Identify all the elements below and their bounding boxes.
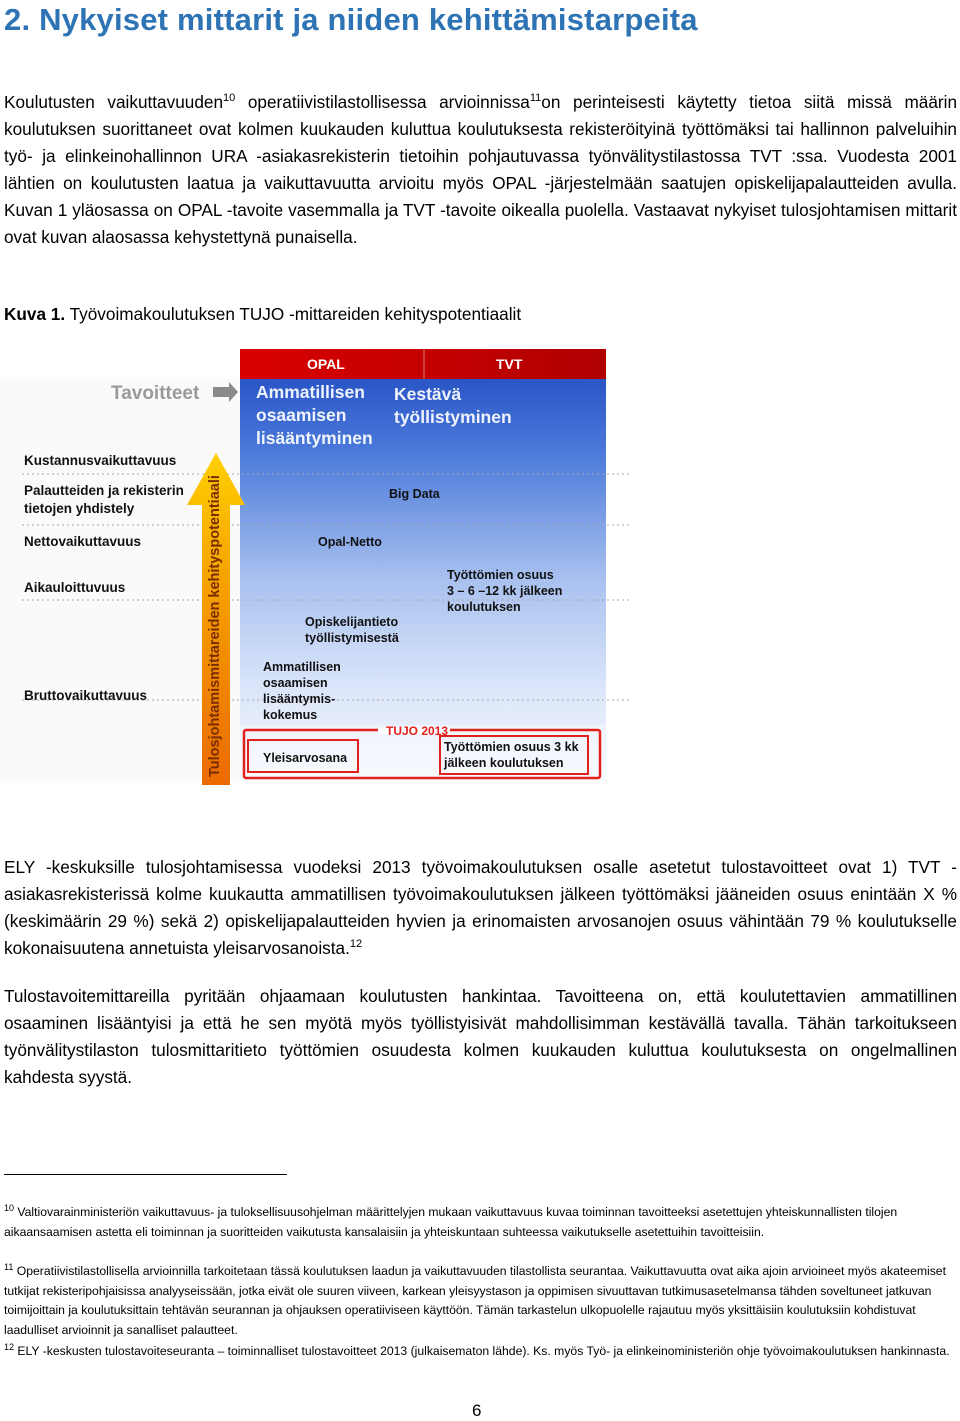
ammatillisen-2: osaamisen: [263, 676, 328, 690]
footnote-ref-11[interactable]: 11: [529, 92, 542, 104]
big-data-label: Big Data: [389, 487, 440, 501]
label-tietojen-yhdistely: tietojen yhdistely: [24, 501, 135, 516]
tyottomien-osuus-1: Työttömien osuus: [447, 568, 554, 582]
ammatillisen-1: Ammatillisen: [263, 660, 341, 674]
tyottomien-3kk-2: jälkeen koulutuksen: [444, 756, 564, 770]
label-nettovaikuttavuus: Nettovaikuttavuus: [24, 534, 142, 549]
opiskelijantieto-1: Opiskelijantieto: [305, 615, 399, 629]
figure-tujo-potential: [0, 345, 960, 795]
label-palautteiden: Palautteiden ja rekisterin: [24, 483, 184, 498]
goal-tvt-1: Kestävä: [394, 384, 462, 404]
opiskelijantieto-2: työllistymisestä: [305, 631, 399, 645]
ammatillisen-4: kokemus: [263, 708, 318, 722]
label-bruttovaikuttavuus: Bruttovaikuttavuus: [24, 688, 148, 703]
goal-opal-3: lisääntyminen: [256, 428, 373, 448]
page-number: 6: [472, 1401, 482, 1420]
aims-paragraph: Tulostavoitemittareilla pyritään ohjaamaan koulutusten hankintaa. Tavoitteena on, että koulutettavien ammatillinen osaaminen lisääntyisi ja että he sen myötä myös työllistyisivät mahdollisimman kestävällä tavalla. Tähän tarkoitukseen työnvälitystilaston tulosmittaritieto työttömien osuudesta kolmen kuukauden kuluttua koulutuksesta on ongelmallinen kahdesta syystä.: [4, 986, 957, 1087]
vertical-potential-label: Tulosjohtamismittareiden kehityspotentiaali: [207, 475, 223, 777]
header-opal: OPAL: [307, 356, 345, 372]
tavoitteet-label: Tavoitteet: [111, 383, 200, 404]
tyottomien-osuus-3: koulutuksen: [447, 600, 521, 614]
header-bar: [240, 349, 606, 379]
intro-paragraph: Koulutusten vaikuttavuuden$^{10}$ operatiivistilastollisessa arvioinnissa$^{11}$on perinteisesti käytetty tietoa siitä missä määrin koulutuksen suorittaneet ovat kolmen kuukauden kuluttua koulutuksesta rekisteröityinä työttömäksi tai hallinnon palveluihin työ- ja elinkeinohallinnon URA -asiakasrekisterin tietoihin pohjautuvassa työnvälitystilastossa TVT :ssa. Vuodesta 2001 lähtien on koulutusten laatua ja vaikuttavuutta arvioitu myös OPAL -järjestelmään saatujen opiskelijapalautteiden avulla. Kuvan 1 yläosassa on OPAL -tavoite vasemmalla ja TVT -tavoite oikealla puolella. Vastaavat nykyiset tulosjohtamisen mittarit ovat kuvan alaosassa kehystettynä punaisella.: [4, 92, 958, 247]
footnote-ref-10[interactable]: 10: [223, 92, 236, 104]
goal-tvt-2: työllistyminen: [394, 407, 512, 427]
goal-opal-2: osaamisen: [256, 405, 347, 425]
section-heading: 2. Nykyiset mittarit ja niiden kehittämistarpeita: [4, 2, 698, 37]
yleisarvosana-label: Yleisarvosana: [263, 751, 348, 765]
footnote-divider: [4, 1174, 287, 1175]
footnote-11: $^{11}$ Operatiivistilastollisella arvioinnilla tarkoitetaan tässä koulutuksen laadun ja vaikuttavuuden tilastollista seurantaa. Vaikuttavuutta ovat aika ajoin arvioineet myös akateemiset tutkijat rekisteripohjaisissa analyyseissään, jotka eivät ole suuren viiveen, karkean yleisyystason ja oppimisen sivuuttavan tutkimusasetelmansa tähden soveltuneet jatkuvan toimijoittain ja koulutuksittain tehtävän seurannan ja ohjauksen operatiiviseen käyttöön. Tämän tarkastelun ulkopuolelle rajautuu myös yksittäisiin koulutuksiin kohdistuvat laadulliset arvioinnit ja sanalliset palautteet.: [4, 1262, 946, 1337]
tyottomien-osuus-2: 3 – 6 –12 kk jälkeen: [447, 584, 563, 598]
tujo-2013-label: TUJO 2013: [386, 724, 449, 738]
targets-paragraph: ELY -keskuksille tulosjohtamisessa vuodeksi 2013 työvoimakoulutuksen osalle asetetut tulostavoitteet ovat 1) TVT -asiakasrekisterissä kolme kuukautta ammatillisen työvoimakoulutuksen jälkeen työttömäksi jääneiden osuus enintään X % (keskimäärin 29 %) sekä 2) opiskelijapalautteiden hyvien ja erinomaisten arvosanojen osuus vähintään 79 % koulutukselle kokonaisuutena annetuista yleisarvosanoista.$^{12}$: [4, 857, 957, 958]
goal-opal-1: Ammatillisen: [256, 382, 365, 402]
tyottomien-3kk-1: Työttömien osuus 3 kk: [444, 740, 579, 754]
ammatillisen-3: lisääntymis-: [263, 692, 336, 706]
footnote-ref-12[interactable]: 12: [349, 938, 363, 950]
label-aikauloittuvuus: Aikauloittuvuus: [24, 580, 126, 595]
opal-netto-label: Opal-Netto: [318, 535, 382, 549]
label-kustannusvaikuttavuus: Kustannusvaikuttavuus: [24, 453, 177, 468]
header-tvt: TVT: [496, 356, 523, 372]
footnote-12: $^{12}$ ELY -keskusten tulostavoiteseuranta – toiminnalliset tulostavoitteet 2013 (julkaisematon lähde). Ks. myös Työ- ja elinkeinoministeriön ohje työvoimakoulutuksen hankinnasta.: [4, 1342, 950, 1358]
footnote-10: $^{10}$ Valtiovarainministeriön vaikuttavuus- ja tuloksellisuusohjelman määrittelyjen mukaan vaikuttavuus kuvaa toiminnan tavoitteeksi asetettujen yhteiskunnallisten tilojen aikaansaamisen astetta eli toiminnan ja suoritteiden vaikutusta kansalaisiin ja yhteiskuntaan suhteessa vaikutukselle asetettuihin tavoitteisiin.: [4, 1203, 898, 1239]
figure-caption: Kuva 1. Työvoimakoulutuksen TUJO -mittareiden kehityspotentiaalit: [4, 304, 522, 324]
